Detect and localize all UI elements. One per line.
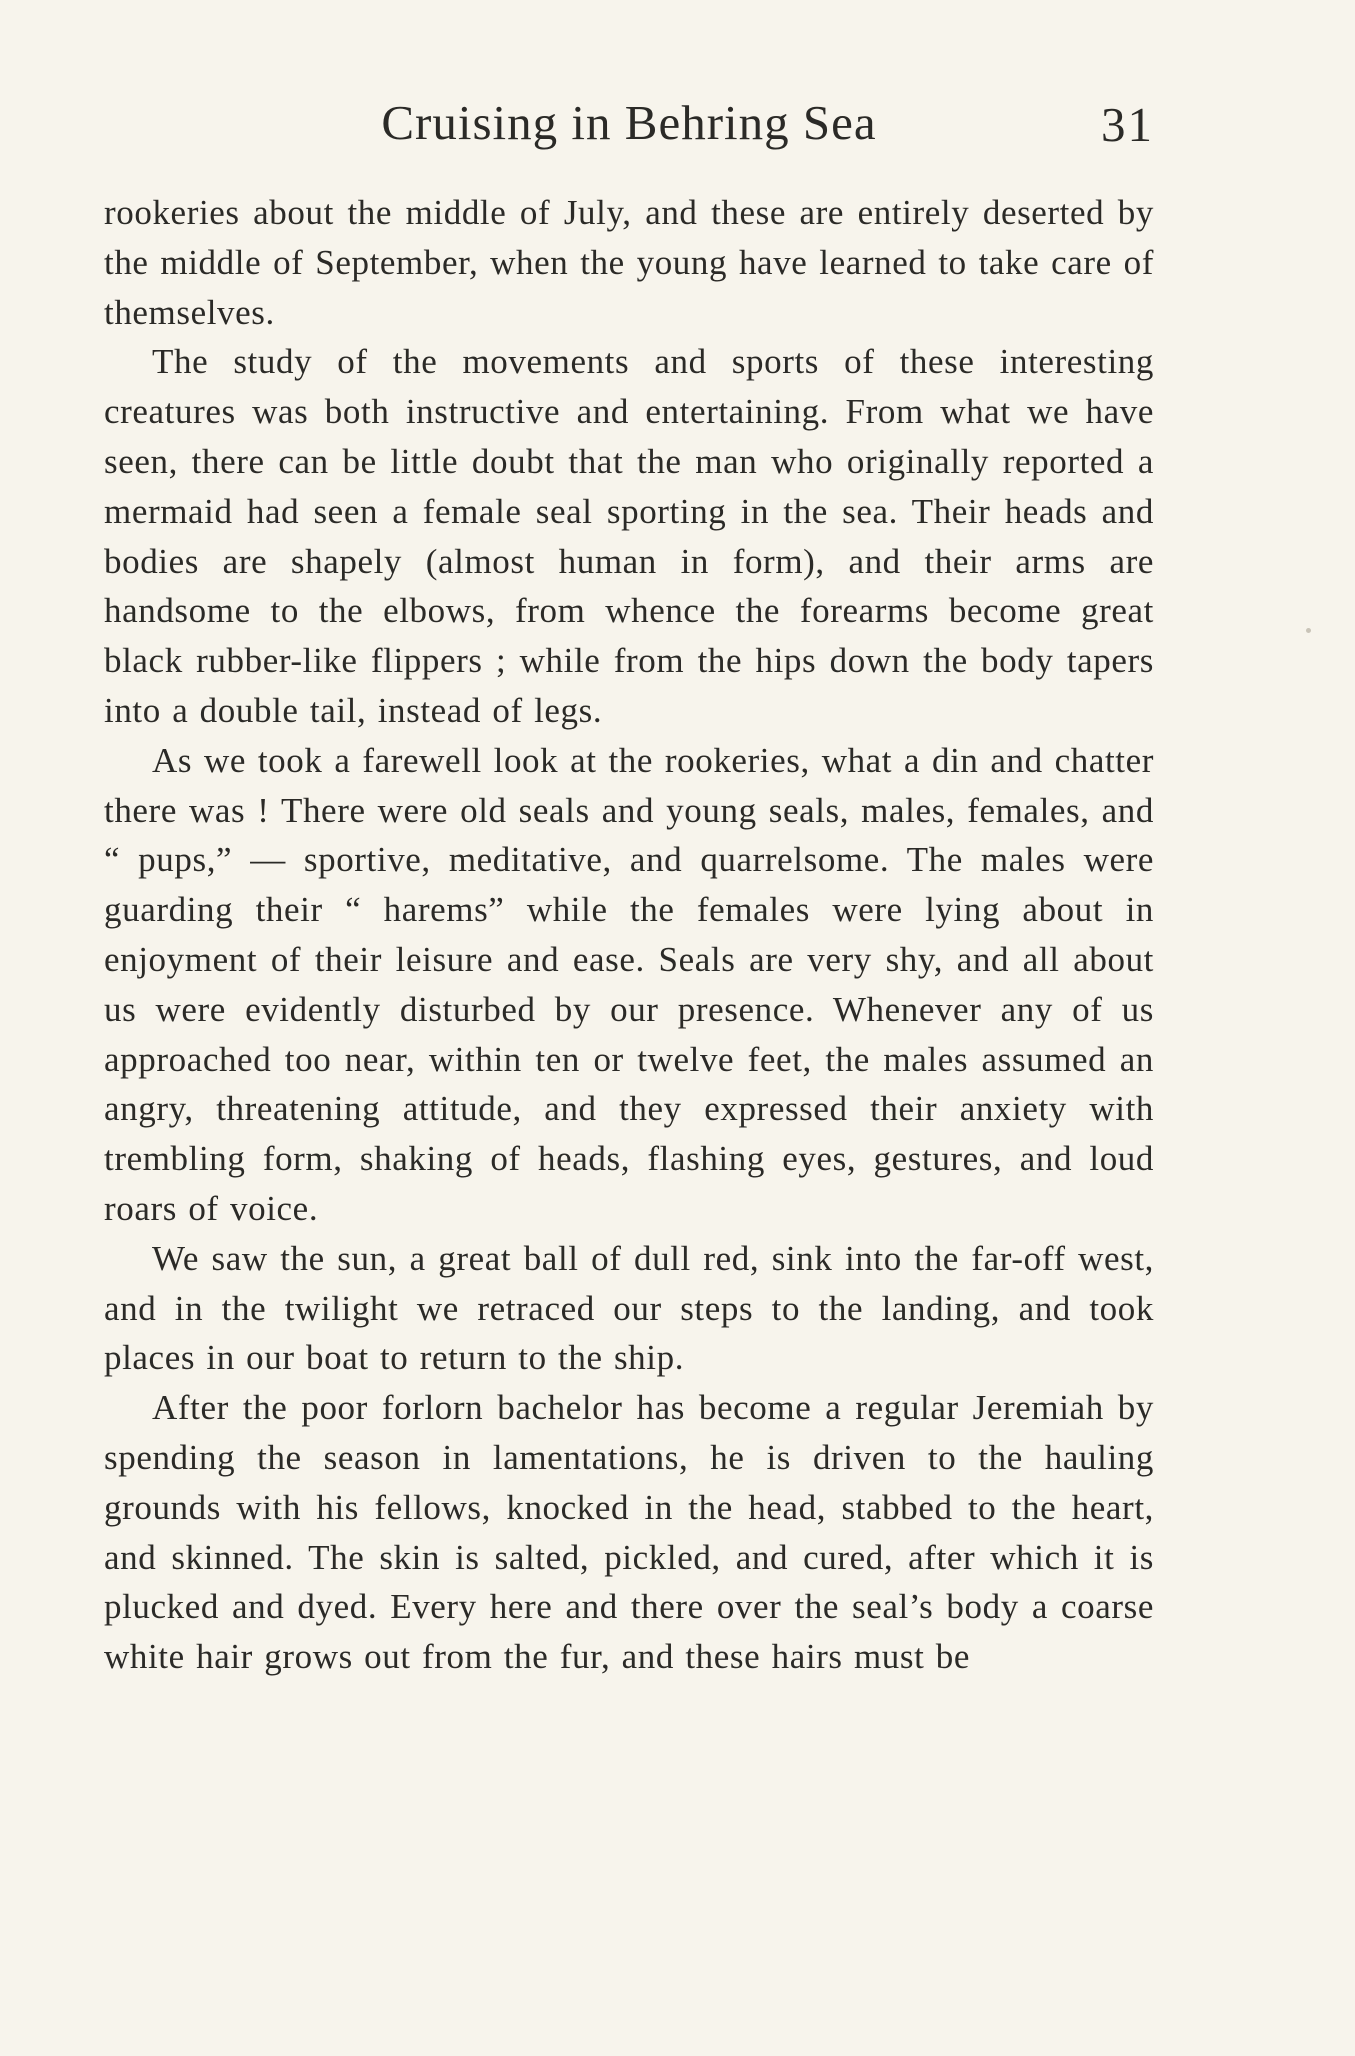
body-text	[104, 188, 1154, 1682]
running-title: Cruising in Behring Sea	[381, 95, 877, 150]
paragraph-rookeries: As we took a farewell look at the rookeries, what a din and chatter there was ! There were old seals and young seals, males, females, and “ pups,” — sportive, meditative, and quarrelsome. The males were guarding their “ harems” while the females were lying about in enjoyment of their leisure and ease. Seals are very shy, and all about us were evidently disturbed by our presence. Whenever any of us approached too near, within ten or twelve feet, the males assumed an angry, threatening attitude, and they expressed their anxiety with trembling form, shaking of heads, flashing eyes, gestures, and loud roars of voice.	[104, 740, 1154, 1228]
paper-speck	[1306, 628, 1311, 633]
page-number: 31	[1101, 97, 1154, 152]
paragraph-continuation: rookeries about the middle of July, and these are entirely deserted by the middle of September, when the young have learned to take care of themselves.	[104, 193, 1154, 332]
paragraph-sunset: We saw the sun, a great ball of dull red, sink into the far-off west, and in the twilight we retraced our steps to the landing, and took places in our boat to return to the ship.	[104, 1238, 1154, 1378]
running-head	[104, 92, 1154, 162]
paragraph-bachelor: After the poor forlorn bachelor has become a regular Jeremiah by spending the season in lamentations, he is driven to the hauling grounds with his fellows, knocked in the head, stabbed to the heart, and skinned. The skin is salted, pickled, and cured, after which it is plucked and dyed. Every here and there over the seal’s body a coarse white hair grows out from the fur, and these hairs must be	[104, 1388, 1154, 1677]
paragraph-mermaid: The study of the movements and sports of these interesting creatures was both instructive and entertaining. From what we have seen, there can be little doubt that the man who originally reported a mermaid had seen a female seal sporting in the sea. Their heads and bodies are shapely (almost human in form), and their arms are handsome to the elbows, from whence the forearms become great black rubber-like flippers ; while from the hips down the body tapers into a double tail, instead of legs.	[104, 342, 1154, 730]
